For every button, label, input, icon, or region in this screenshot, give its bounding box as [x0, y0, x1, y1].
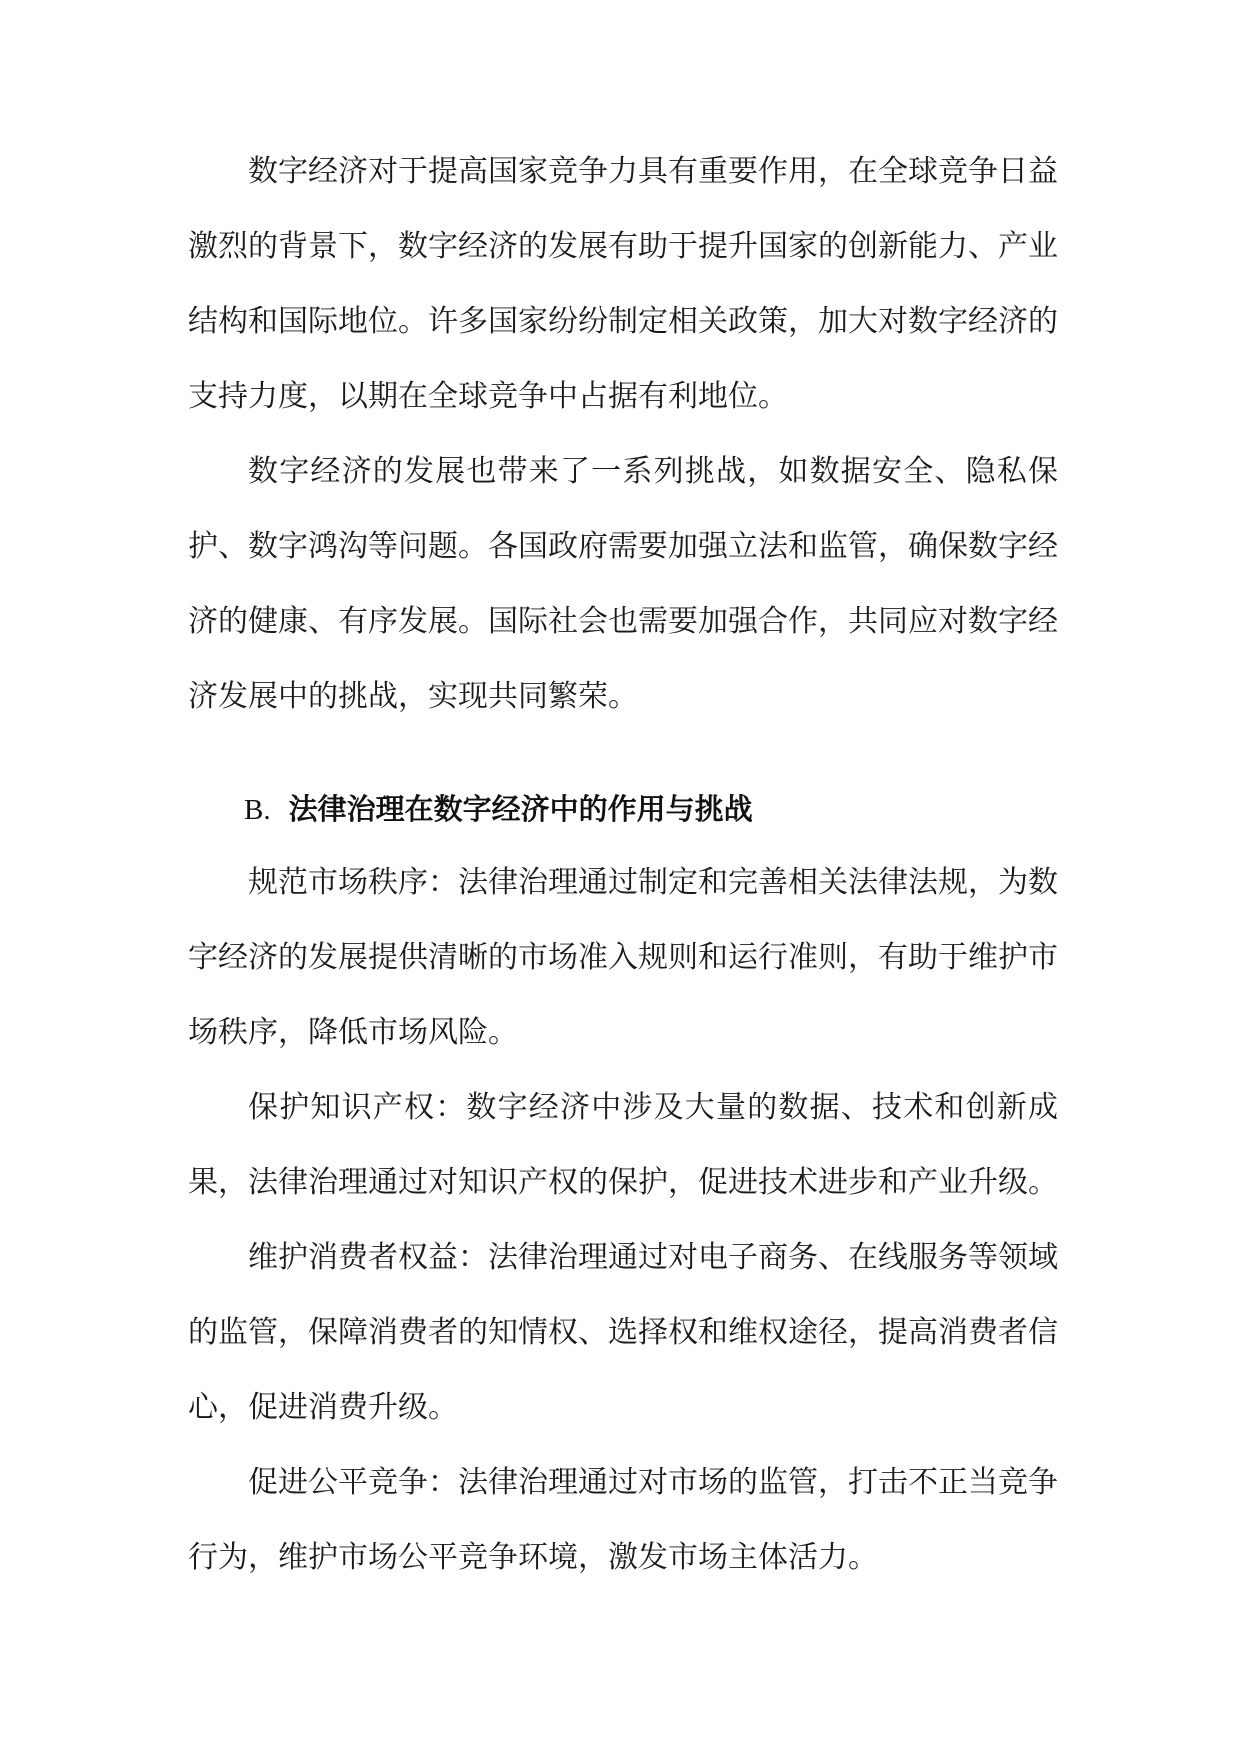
document-body: [188, 134, 1058, 1595]
section-label: B.: [244, 794, 271, 826]
section-heading: [188, 774, 1058, 845]
paragraph-competitiveness: 数字经济对于提高国家竞争力具有重要作用，在全球竞争日益激烈的背景下，数字经济的发展有助于提升国家的创新能力、产业结构和国际地位。许多国家纷纷制定相关政策，加大对数字经济的支持力度，以期在全球竞争中占据有利地位。: [188, 154, 1058, 414]
section-title: 法律治理在数字经济中的作用与挑战: [288, 792, 753, 826]
paragraph-market-order: 规范市场秩序：法律治理通过制定和完善相关法律法规，为数字经济的发展提供清晰的市场准入规则和运行准则，有助于维护市场秩序，降低市场风险。: [188, 865, 1058, 1050]
paragraph-consumer-rights: 维护消费者权益：法律治理通过对电子商务、在线服务等领域的监管，保障消费者的知情权、选择权和维权途径，提高消费者信心，促进消费升级。: [188, 1240, 1058, 1425]
paragraph-intellectual-property: 保护知识产权：数字经济中涉及大量的数据、技术和创新成果，法律治理通过对知识产权的保护，促进技术进步和产业升级。: [188, 1090, 1058, 1200]
paragraph-challenges: 数字经济的发展也带来了一系列挑战，如数据安全、隐私保护、数字鸿沟等问题。各国政府需要加强立法和监管，确保数字经济的健康、有序发展。国际社会也需要加强合作，共同应对数字经济发展中的挑战，实现共同繁荣。: [188, 454, 1058, 714]
paragraph-fair-competition: 促进公平竞争：法律治理通过对市场的监管，打击不正当竞争行为，维护市场公平竞争环境，激发市场主体活力。: [188, 1465, 1058, 1575]
